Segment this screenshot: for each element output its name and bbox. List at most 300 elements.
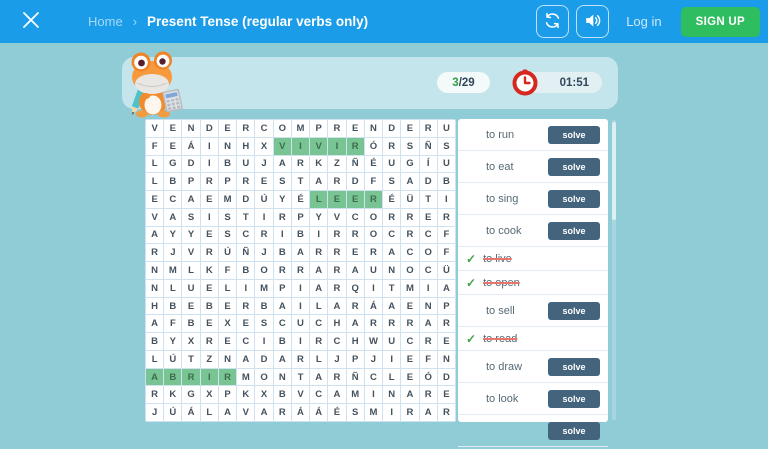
grid-cell[interactable]: E xyxy=(164,120,181,137)
grid-cell[interactable]: R xyxy=(219,369,236,386)
grid-cell[interactable]: O xyxy=(255,262,272,279)
grid-cell[interactable]: E xyxy=(401,351,418,368)
grid-cell[interactable]: L xyxy=(146,173,163,190)
grid-cell[interactable]: A xyxy=(310,262,327,279)
grid-cell[interactable]: I xyxy=(420,280,437,297)
grid-cell[interactable]: E xyxy=(347,244,364,261)
grid-cell[interactable]: I xyxy=(365,280,382,297)
grid-cell[interactable]: R xyxy=(201,244,218,261)
grid-cell[interactable]: L xyxy=(182,262,199,279)
grid-cell[interactable]: C xyxy=(310,386,327,403)
grid-cell[interactable]: P xyxy=(347,351,364,368)
grid-cell[interactable]: T xyxy=(292,369,309,386)
grid-cell[interactable]: N xyxy=(146,262,163,279)
grid-cell[interactable]: R xyxy=(274,262,291,279)
grid-cell[interactable]: L xyxy=(164,280,181,297)
grid-cell[interactable]: E xyxy=(401,120,418,137)
wordlist-scrollbar-thumb[interactable] xyxy=(612,122,616,220)
grid-cell[interactable]: Ú xyxy=(255,191,272,208)
grid-cell[interactable]: E xyxy=(438,386,455,403)
grid-cell[interactable]: R xyxy=(401,209,418,226)
grid-cell[interactable]: D xyxy=(438,369,455,386)
grid-cell[interactable]: C xyxy=(401,244,418,261)
solve-button[interactable]: solve xyxy=(548,158,600,176)
grid-cell[interactable]: R xyxy=(310,244,327,261)
grid-cell[interactable]: B xyxy=(164,298,181,315)
grid-cell[interactable]: H xyxy=(328,315,345,332)
grid-cell[interactable]: Ü xyxy=(401,191,418,208)
grid-cell[interactable]: C xyxy=(237,227,254,244)
solve-button[interactable]: solve xyxy=(548,358,600,376)
grid-cell[interactable]: É xyxy=(328,404,345,421)
grid-cell[interactable]: V xyxy=(146,120,163,137)
grid-cell[interactable]: G xyxy=(182,386,199,403)
grid-cell[interactable]: M xyxy=(401,280,418,297)
grid-cell[interactable]: S xyxy=(219,227,236,244)
grid-cell[interactable]: R xyxy=(383,209,400,226)
grid-cell[interactable]: T xyxy=(420,191,437,208)
grid-cell[interactable]: Y xyxy=(164,333,181,350)
grid-cell[interactable]: R xyxy=(365,244,382,261)
grid-cell[interactable]: P xyxy=(219,386,236,403)
grid-cell[interactable]: K xyxy=(310,156,327,173)
grid-cell[interactable]: V xyxy=(237,404,254,421)
grid-cell[interactable]: B xyxy=(237,262,254,279)
grid-cell[interactable]: D xyxy=(201,120,218,137)
grid-cell[interactable]: I xyxy=(383,404,400,421)
grid-cell[interactable]: I xyxy=(292,280,309,297)
solve-button[interactable]: solve xyxy=(548,190,600,208)
grid-cell[interactable]: C xyxy=(420,262,437,279)
grid-cell[interactable]: U xyxy=(292,315,309,332)
grid-cell[interactable]: X xyxy=(255,138,272,155)
grid-cell[interactable]: A xyxy=(310,369,327,386)
grid-cell[interactable]: K xyxy=(237,386,254,403)
grid-cell[interactable]: E xyxy=(328,191,345,208)
grid-cell[interactable]: J xyxy=(146,404,163,421)
grid-cell[interactable]: M xyxy=(347,386,364,403)
grid-cell[interactable]: A xyxy=(347,262,364,279)
grid-cell[interactable]: F xyxy=(438,244,455,261)
grid-cell[interactable]: L xyxy=(146,156,163,173)
grid-cell[interactable]: D xyxy=(347,173,364,190)
grid-cell[interactable]: R xyxy=(420,386,437,403)
grid-cell[interactable]: Ú xyxy=(164,404,181,421)
grid-cell[interactable]: N xyxy=(182,120,199,137)
grid-cell[interactable]: L xyxy=(219,280,236,297)
grid-cell[interactable]: U xyxy=(383,333,400,350)
grid-cell[interactable]: Z xyxy=(201,351,218,368)
grid-cell[interactable]: C xyxy=(164,191,181,208)
grid-cell[interactable]: B xyxy=(274,244,291,261)
grid-cell[interactable]: E xyxy=(401,298,418,315)
grid-cell[interactable]: E xyxy=(219,333,236,350)
grid-cell[interactable]: V xyxy=(328,209,345,226)
solve-button[interactable]: solve xyxy=(548,222,600,240)
grid-cell[interactable]: V xyxy=(310,138,327,155)
grid-cell[interactable]: E xyxy=(201,227,218,244)
grid-cell[interactable]: E xyxy=(201,191,218,208)
grid-cell[interactable]: Y xyxy=(164,227,181,244)
grid-cell[interactable]: Y xyxy=(274,191,291,208)
grid-cell[interactable]: N xyxy=(420,298,437,315)
grid-cell[interactable]: A xyxy=(237,351,254,368)
grid-cell[interactable]: D xyxy=(237,191,254,208)
grid-cell[interactable]: Ú xyxy=(219,244,236,261)
grid-cell[interactable]: U xyxy=(182,280,199,297)
grid-cell[interactable]: R xyxy=(201,173,218,190)
grid-cell[interactable]: J xyxy=(164,244,181,261)
grid-cell[interactable]: A xyxy=(401,173,418,190)
grid-cell[interactable]: N xyxy=(146,280,163,297)
grid-cell[interactable]: I xyxy=(328,138,345,155)
grid-cell[interactable]: B xyxy=(201,298,218,315)
grid-cell[interactable]: I xyxy=(365,386,382,403)
grid-cell[interactable]: G xyxy=(401,156,418,173)
grid-cell[interactable]: Á xyxy=(182,404,199,421)
grid-cell[interactable]: K xyxy=(201,262,218,279)
grid-cell[interactable]: Í xyxy=(420,156,437,173)
grid-cell[interactable]: F xyxy=(164,315,181,332)
grid-cell[interactable]: A xyxy=(383,244,400,261)
grid-cell[interactable]: X xyxy=(219,315,236,332)
grid-cell[interactable]: C xyxy=(255,120,272,137)
grid-cell[interactable]: Y xyxy=(182,227,199,244)
grid-cell[interactable]: A xyxy=(164,209,181,226)
grid-cell[interactable]: R xyxy=(438,209,455,226)
grid-cell[interactable]: A xyxy=(420,315,437,332)
grid-cell[interactable]: N xyxy=(365,120,382,137)
grid-cell[interactable]: T xyxy=(292,173,309,190)
grid-cell[interactable]: I xyxy=(201,138,218,155)
grid-cell[interactable]: A xyxy=(146,369,163,386)
grid-cell[interactable]: E xyxy=(347,120,364,137)
grid-cell[interactable]: N xyxy=(383,262,400,279)
sound-button[interactable] xyxy=(576,5,609,38)
solve-button[interactable]: solve xyxy=(548,126,600,144)
grid-cell[interactable]: M xyxy=(255,280,272,297)
grid-cell[interactable]: Z xyxy=(328,156,345,173)
grid-cell[interactable]: E xyxy=(201,315,218,332)
grid-cell[interactable]: R xyxy=(365,191,382,208)
grid-cell[interactable]: I xyxy=(255,209,272,226)
grid-cell[interactable]: Ñ xyxy=(347,156,364,173)
grid-cell[interactable]: I xyxy=(292,138,309,155)
grid-cell[interactable]: A xyxy=(383,298,400,315)
grid-cell[interactable]: B xyxy=(164,173,181,190)
grid-cell[interactable]: R xyxy=(328,173,345,190)
grid-cell[interactable]: A xyxy=(274,298,291,315)
grid-cell[interactable]: K xyxy=(164,386,181,403)
grid-cell[interactable]: O xyxy=(420,244,437,261)
wordlist-scrollbar-track[interactable] xyxy=(612,120,616,420)
grid-cell[interactable]: A xyxy=(420,404,437,421)
grid-cell[interactable]: V xyxy=(146,209,163,226)
grid-cell[interactable]: E xyxy=(182,298,199,315)
grid-cell[interactable]: R xyxy=(237,298,254,315)
grid-cell[interactable]: T xyxy=(237,209,254,226)
grid-cell[interactable]: Ó xyxy=(365,138,382,155)
grid-cell[interactable]: P xyxy=(438,298,455,315)
grid-cell[interactable]: O xyxy=(274,120,291,137)
grid-cell[interactable]: M xyxy=(237,369,254,386)
grid-cell[interactable]: Y xyxy=(310,209,327,226)
grid-cell[interactable]: Á xyxy=(292,404,309,421)
grid-cell[interactable]: S xyxy=(274,173,291,190)
grid-cell[interactable]: M xyxy=(292,120,309,137)
grid-cell[interactable]: D xyxy=(383,120,400,137)
grid-cell[interactable]: R xyxy=(255,227,272,244)
grid-cell[interactable]: R xyxy=(292,262,309,279)
grid-cell[interactable]: R xyxy=(438,315,455,332)
grid-cell[interactable]: R xyxy=(347,298,364,315)
grid-cell[interactable]: C xyxy=(274,315,291,332)
grid-cell[interactable]: E xyxy=(146,191,163,208)
grid-cell[interactable]: I xyxy=(201,209,218,226)
grid-cell[interactable]: C xyxy=(383,227,400,244)
grid-cell[interactable]: Ü xyxy=(438,262,455,279)
grid-cell[interactable]: B xyxy=(274,386,291,403)
grid-cell[interactable]: B xyxy=(146,333,163,350)
grid-cell[interactable]: M xyxy=(164,262,181,279)
grid-cell[interactable]: Á xyxy=(310,404,327,421)
grid-cell[interactable]: S xyxy=(438,138,455,155)
grid-cell[interactable]: A xyxy=(438,280,455,297)
grid-cell[interactable]: E xyxy=(201,280,218,297)
grid-cell[interactable]: A xyxy=(401,386,418,403)
grid-cell[interactable]: U xyxy=(365,262,382,279)
grid-cell[interactable]: R xyxy=(328,369,345,386)
grid-cell[interactable]: E xyxy=(420,209,437,226)
grid-cell[interactable]: R xyxy=(420,120,437,137)
grid-cell[interactable]: O xyxy=(365,209,382,226)
grid-cell[interactable]: D xyxy=(255,351,272,368)
grid-cell[interactable]: L xyxy=(310,191,327,208)
grid-cell[interactable]: N xyxy=(274,369,291,386)
grid-cell[interactable]: R xyxy=(438,404,455,421)
grid-cell[interactable]: O xyxy=(365,227,382,244)
grid-cell[interactable]: R xyxy=(420,333,437,350)
grid-cell[interactable]: E xyxy=(219,120,236,137)
grid-cell[interactable]: E xyxy=(255,173,272,190)
grid-cell[interactable]: Ó xyxy=(420,369,437,386)
grid-cell[interactable]: J xyxy=(328,351,345,368)
grid-cell[interactable]: Ñ xyxy=(237,244,254,261)
grid-cell[interactable]: R xyxy=(401,315,418,332)
grid-cell[interactable]: F xyxy=(146,138,163,155)
grid-cell[interactable]: I xyxy=(255,333,272,350)
grid-cell[interactable]: I xyxy=(201,369,218,386)
grid-cell[interactable]: J xyxy=(365,351,382,368)
grid-cell[interactable]: R xyxy=(328,280,345,297)
grid-cell[interactable]: A xyxy=(146,315,163,332)
grid-cell[interactable]: O xyxy=(401,262,418,279)
grid-cell[interactable]: L xyxy=(146,351,163,368)
grid-cell[interactable]: I xyxy=(292,298,309,315)
grid-cell[interactable]: E xyxy=(219,298,236,315)
grid-cell[interactable]: B xyxy=(219,156,236,173)
grid-cell[interactable]: J xyxy=(255,244,272,261)
grid-cell[interactable]: R xyxy=(383,138,400,155)
grid-cell[interactable]: J xyxy=(255,156,272,173)
grid-cell[interactable]: R xyxy=(237,173,254,190)
grid-cell[interactable]: A xyxy=(292,244,309,261)
grid-cell[interactable]: R xyxy=(347,227,364,244)
grid-cell[interactable]: E xyxy=(401,369,418,386)
grid-cell[interactable]: A xyxy=(310,280,327,297)
grid-cell[interactable]: V xyxy=(274,138,291,155)
grid-cell[interactable]: I xyxy=(292,333,309,350)
grid-cell[interactable]: A xyxy=(274,156,291,173)
grid-cell[interactable]: D xyxy=(182,156,199,173)
grid-cell[interactable]: C xyxy=(365,369,382,386)
breadcrumb-home-link[interactable]: Home xyxy=(88,14,123,29)
grid-cell[interactable]: T xyxy=(383,280,400,297)
grid-cell[interactable]: A xyxy=(182,191,199,208)
grid-cell[interactable]: L xyxy=(310,298,327,315)
grid-cell[interactable]: R xyxy=(237,120,254,137)
grid-cell[interactable]: P xyxy=(219,173,236,190)
grid-cell[interactable]: O xyxy=(255,369,272,386)
grid-cell[interactable]: S xyxy=(182,209,199,226)
grid-cell[interactable]: A xyxy=(255,404,272,421)
grid-cell[interactable]: R xyxy=(401,227,418,244)
close-button[interactable] xyxy=(18,9,44,35)
grid-cell[interactable]: R xyxy=(401,404,418,421)
grid-cell[interactable]: A xyxy=(347,315,364,332)
grid-cell[interactable]: L xyxy=(383,369,400,386)
grid-cell[interactable]: X xyxy=(255,386,272,403)
grid-cell[interactable]: T xyxy=(182,351,199,368)
grid-cell[interactable]: S xyxy=(347,404,364,421)
grid-cell[interactable]: C xyxy=(310,315,327,332)
grid-cell[interactable]: L xyxy=(310,351,327,368)
grid-cell[interactable]: H xyxy=(237,138,254,155)
grid-cell[interactable]: I xyxy=(237,280,254,297)
grid-cell[interactable]: R xyxy=(328,120,345,137)
grid-cell[interactable]: F xyxy=(219,262,236,279)
grid-cell[interactable]: L xyxy=(201,404,218,421)
grid-cell[interactable]: R xyxy=(292,351,309,368)
grid-cell[interactable]: I xyxy=(310,227,327,244)
grid-cell[interactable]: U xyxy=(438,156,455,173)
grid-cell[interactable]: P xyxy=(292,209,309,226)
grid-cell[interactable]: R xyxy=(328,244,345,261)
grid-cell[interactable]: R xyxy=(347,138,364,155)
grid-cell[interactable]: I xyxy=(383,351,400,368)
grid-cell[interactable]: X xyxy=(182,333,199,350)
grid-cell[interactable]: F xyxy=(420,351,437,368)
grid-cell[interactable]: C xyxy=(328,333,345,350)
grid-cell[interactable]: A xyxy=(328,386,345,403)
grid-cell[interactable]: W xyxy=(365,333,382,350)
grid-cell[interactable]: U xyxy=(237,156,254,173)
grid-cell[interactable]: I xyxy=(274,227,291,244)
grid-cell[interactable]: S xyxy=(383,173,400,190)
grid-cell[interactable]: P xyxy=(274,280,291,297)
grid-cell[interactable]: Q xyxy=(347,280,364,297)
grid-cell[interactable]: P xyxy=(310,120,327,137)
solve-button[interactable]: solve xyxy=(548,302,600,320)
grid-cell[interactable]: R xyxy=(182,369,199,386)
login-link[interactable]: Log in xyxy=(626,14,662,29)
grid-cell[interactable]: P xyxy=(182,173,199,190)
grid-cell[interactable]: U xyxy=(438,120,455,137)
grid-cell[interactable]: Á xyxy=(182,138,199,155)
restart-button[interactable] xyxy=(536,5,569,38)
grid-cell[interactable]: Ú xyxy=(164,351,181,368)
grid-cell[interactable]: A xyxy=(219,404,236,421)
grid-cell[interactable]: N xyxy=(438,351,455,368)
grid-cell[interactable]: Ñ xyxy=(420,138,437,155)
grid-cell[interactable]: R xyxy=(274,209,291,226)
grid-cell[interactable]: É xyxy=(292,191,309,208)
grid-cell[interactable]: C xyxy=(347,209,364,226)
grid-cell[interactable]: M xyxy=(365,404,382,421)
grid-cell[interactable]: R xyxy=(146,244,163,261)
grid-cell[interactable]: N xyxy=(219,351,236,368)
grid-cell[interactable]: V xyxy=(182,244,199,261)
solve-button[interactable]: solve xyxy=(548,422,600,440)
grid-cell[interactable]: A xyxy=(146,227,163,244)
grid-cell[interactable]: B xyxy=(292,227,309,244)
grid-cell[interactable]: H xyxy=(146,298,163,315)
grid-cell[interactable]: R xyxy=(328,262,345,279)
grid-cell[interactable]: E xyxy=(237,315,254,332)
grid-cell[interactable]: E xyxy=(347,191,364,208)
grid-cell[interactable]: B xyxy=(164,369,181,386)
grid-cell[interactable]: D xyxy=(420,173,437,190)
grid-cell[interactable]: C xyxy=(401,333,418,350)
grid-cell[interactable]: R xyxy=(310,333,327,350)
grid-cell[interactable]: R xyxy=(383,315,400,332)
grid-cell[interactable]: S xyxy=(401,138,418,155)
grid-cell[interactable]: V xyxy=(292,386,309,403)
grid-cell[interactable]: B xyxy=(274,333,291,350)
grid-cell[interactable]: B xyxy=(255,298,272,315)
grid-cell[interactable]: Ñ xyxy=(347,369,364,386)
solve-button[interactable]: solve xyxy=(548,390,600,408)
grid-cell[interactable]: H xyxy=(347,333,364,350)
grid-cell[interactable]: C xyxy=(420,227,437,244)
grid-cell[interactable]: R xyxy=(292,156,309,173)
grid-cell[interactable]: A xyxy=(274,351,291,368)
grid-cell[interactable]: F xyxy=(365,173,382,190)
grid-cell[interactable]: R xyxy=(328,227,345,244)
grid-cell[interactable]: R xyxy=(201,333,218,350)
grid-cell[interactable]: C xyxy=(237,333,254,350)
grid-cell[interactable]: X xyxy=(201,386,218,403)
grid-cell[interactable]: A xyxy=(310,173,327,190)
grid-cell[interactable]: R xyxy=(274,404,291,421)
grid-cell[interactable]: R xyxy=(365,315,382,332)
grid-cell[interactable]: G xyxy=(164,156,181,173)
grid-cell[interactable]: B xyxy=(438,173,455,190)
grid-cell[interactable]: N xyxy=(219,138,236,155)
grid-cell[interactable]: F xyxy=(438,227,455,244)
grid-cell[interactable]: E xyxy=(438,333,455,350)
grid-cell[interactable]: B xyxy=(182,315,199,332)
grid-cell[interactable]: É xyxy=(365,156,382,173)
grid-cell[interactable]: U xyxy=(383,156,400,173)
grid-cell[interactable]: A xyxy=(328,298,345,315)
grid-cell[interactable]: R xyxy=(146,386,163,403)
grid-cell[interactable]: I xyxy=(201,156,218,173)
grid-cell[interactable]: S xyxy=(255,315,272,332)
grid-cell[interactable]: N xyxy=(383,386,400,403)
grid-cell[interactable]: É xyxy=(383,191,400,208)
grid-cell[interactable]: Á xyxy=(365,298,382,315)
